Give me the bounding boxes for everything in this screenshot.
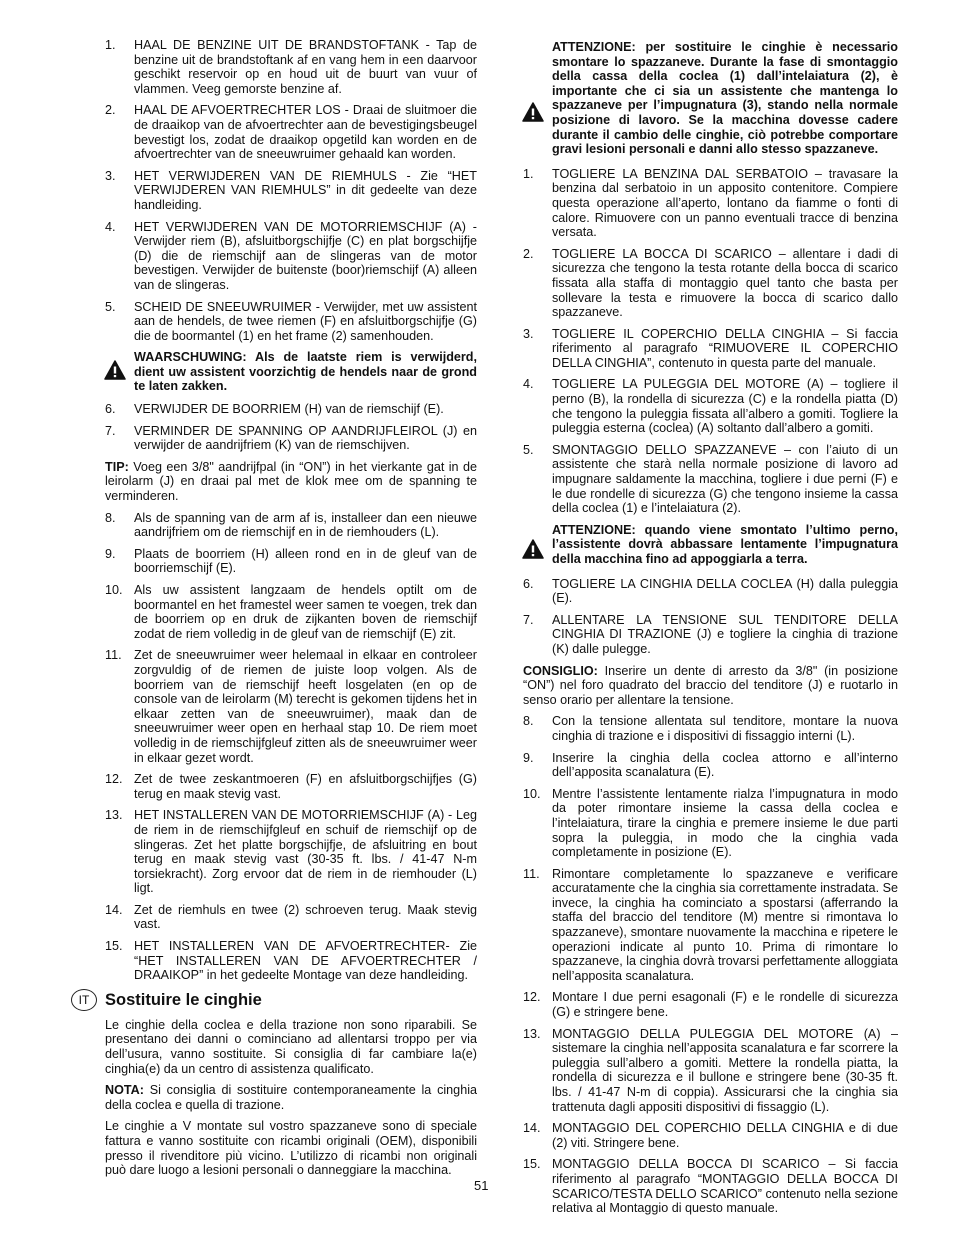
list-item bbox=[523, 867, 898, 984]
step-number: 13. bbox=[105, 808, 123, 823]
warning-text: WAARSCHUWING: Als de laatste riem is verwijderd, dient uw assistent voorzichtig de hendels naar de grond te laten zakken. bbox=[134, 350, 477, 394]
intro-paragraph: Le cinghie della coclea e della trazione non sono riparabili. Se presentano dei danni o cominciano ad allentarsi troppo per via dell’usura, vanno sostituite. Si consiglia di far cambiare la(e) cinghia(e) da un centro di assistenza qualificato. bbox=[105, 1017, 477, 1076]
step-text: HET INSTALLEREN VAN DE MOTORRIEMSCHIJF (A) - Leg de riem in de riemschijfgleuf en schuif de riemschijf op de slingeras. Zet het platte borgschijfje, de afsluitring en bout terug en maak stevig vast (30-35 ft. lbs. / 41-47 N-m torsiekracht). Zorg ervoor dat de riem in de riemhouder (L) ligt. bbox=[134, 808, 477, 896]
nota-text: Si consiglia di sostituire contemporaneamente la cinghia della coclea e quella di trazione. bbox=[105, 1083, 477, 1112]
list-item bbox=[105, 300, 477, 344]
step-number: 6. bbox=[523, 576, 534, 591]
warning-triangle-icon bbox=[522, 102, 544, 122]
step-number: 5. bbox=[523, 442, 534, 457]
step-text: ALLENTARE LA TENSIONE SUL TENDITORE DELLA CINGHIA DI TRAZIONE (J) e togliere la cinghia di trazione (K) dalle pulegge. bbox=[552, 612, 898, 656]
warning-text: ATTENZIONE: quando viene smontato l’ultimo perno, l’assistente dovrà abbassare lentamente l’impugnatura della macchina fino ad appoggiarla a terra. bbox=[552, 522, 898, 566]
list-item bbox=[105, 402, 477, 417]
list-item bbox=[105, 169, 477, 213]
step-number: 8. bbox=[523, 714, 534, 729]
step-number: 1. bbox=[105, 38, 116, 52]
vbelt-paragraph: Le cinghie a V montate sul vostro spazzaneve sono di speciale fattura e vanno sostituite con ricambi originali (OEM), disponibili presso il rivenditore più vicino. L’utilizzo di ricambi non originali può dare luogo a lesioni personali o danneggiare la macchina. bbox=[105, 1119, 477, 1178]
step-number: 12. bbox=[523, 990, 541, 1005]
step-number: 5. bbox=[105, 299, 116, 314]
list-item bbox=[523, 1157, 898, 1215]
list-item bbox=[105, 103, 477, 161]
step-text: Montare I due perni esagonali (F) e le rondelle di sicurezza (G) e stringere bene. bbox=[552, 990, 898, 1020]
it-steps-2 bbox=[523, 577, 898, 657]
nl-steps-3 bbox=[105, 511, 477, 983]
list-item bbox=[523, 714, 898, 743]
it-steps-3 bbox=[523, 714, 898, 1215]
tip-label: TIP: bbox=[105, 459, 129, 474]
step-text: TOGLIERE IL COPERCHIO DELLA CINGHIA – Si faccia riferimento al paragrafo “RIMUOVERE IL COPERCHIO DELLA CINGHIA”, contenuto in questa parte del manuale. bbox=[552, 326, 898, 370]
step-number: 8. bbox=[105, 510, 116, 525]
left-column bbox=[78, 38, 477, 1185]
list-item bbox=[523, 443, 898, 516]
list-item bbox=[105, 511, 477, 540]
warning-triangle-icon bbox=[522, 539, 544, 559]
step-text: SMONTAGGIO DELLO SPAZZANEVE – con l’aiuto di un assistente che starà nella normale posizione di lavoro ad impugnare saldamente la macchina, togliere i due perni (F) e le due rondelle di sicurezza (G) che tengono insieme la cassa della coclea (1) e l’intelaiatura (2). bbox=[552, 442, 898, 516]
list-item bbox=[523, 990, 898, 1019]
step-text: Als de spanning van de arm af is, installeer dan een nieuwe aandrijfriem om de riemschijf en in de riemhouders (L). bbox=[134, 510, 477, 540]
language-badge: IT bbox=[71, 989, 97, 1011]
step-text: TOGLIERE LA CINGHIA DELLA COCLEA (H) dalla puleggia (E). bbox=[552, 576, 898, 606]
step-text: HAAL DE AFVOERTRECHTER LOS - Draai de sluitmoer die de draaikop van de afvoertrechter aan de bevestigingsbeugel bevestigt los, zodat de draaikop opgetild kan worden en de afvoertrechter van de sneeuwruimer gehaald kan worden. bbox=[134, 103, 477, 162]
list-item bbox=[105, 424, 477, 453]
step-text: Plaats de boorriem (H) alleen rond en in de gleuf van de boorriemschijf (E). bbox=[134, 546, 477, 576]
step-text: HET VERWIJDEREN VAN DE MOTORRIEMSCHIJF (A) - Verwijder riem (B), afsluitborgschijfje (C) en plat borgschijfje (D) die de riemschijf aan de slingeras van de motor bevestigen. Verwijder de buitenste (boor)riemschijf (A) alleen van de slingeras. bbox=[134, 219, 477, 292]
step-number: 3. bbox=[105, 168, 116, 183]
step-text: Mentre l’assistente lentamente rialza l’impugnatura in modo da poter rimontare insieme la cassa della coclea e l’intelaiatura, tirare la cinghia e premere insieme le due parti sopra la puleggia, in modo che la cinghia vada completamente in posizione (E). bbox=[552, 786, 898, 860]
page-number: 51 bbox=[474, 1178, 489, 1193]
list-item bbox=[523, 167, 898, 240]
step-number: 11. bbox=[105, 648, 122, 663]
it-steps-1 bbox=[523, 167, 898, 516]
step-number: 10. bbox=[523, 786, 541, 801]
nl-steps-1 bbox=[105, 38, 477, 343]
step-text: MONTAGGIO DELLA BOCCA DI SCARICO – Si faccia riferimento al paragrafo “MONTAGGIO DELLA BOCCA DI SCARICO/TESTA DELLO SCARICO” contenuto nella sezione relativa al Montaggio di questo manuale. bbox=[552, 1157, 898, 1216]
step-number: 7. bbox=[105, 423, 116, 438]
warning-triangle-icon bbox=[104, 360, 126, 380]
list-item bbox=[523, 577, 898, 606]
step-number: 11. bbox=[523, 866, 540, 881]
section-title: Sostituire le cinghie bbox=[105, 990, 262, 1009]
step-number: 14. bbox=[523, 1121, 541, 1136]
list-item bbox=[105, 903, 477, 932]
warning-block bbox=[105, 350, 477, 394]
step-number: 13. bbox=[523, 1026, 541, 1041]
consiglio-paragraph bbox=[523, 664, 898, 708]
step-number: 15. bbox=[105, 939, 123, 954]
warning-block bbox=[523, 40, 898, 157]
step-text: TOGLIERE LA PULEGGIA DEL MOTORE (A) – togliere il perno (B), la rondella di sicurezza (C) e la rondella piatta (D) che tengono la puleggia fissata all’albero a gomiti. Togliere la puleggia esterna (coclea) (A) soltanto dall’albero a gomiti. bbox=[552, 377, 898, 436]
step-number: 15. bbox=[523, 1157, 541, 1172]
list-item bbox=[105, 220, 477, 293]
step-number: 4. bbox=[523, 377, 534, 392]
step-number: 9. bbox=[523, 750, 534, 765]
list-item bbox=[105, 648, 477, 765]
list-item bbox=[523, 377, 898, 435]
step-text: Zet de riemhuls en twee (2) schroeven terug. Maak stevig vast. bbox=[134, 902, 477, 932]
step-number: 10. bbox=[105, 583, 123, 597]
step-text: Als uw assistent langzaam de hendels optilt om de boormantel en het framestel weer samen te voegen, trek dan de boorriem op en druk de zijkanten boven de riemschijf zodat de riem volledig in de gleuf van de riemschijf (E) zit. bbox=[134, 583, 477, 641]
step-text: HET INSTALLEREN VAN DE AFVOERTRECHTER- Zie “HET INSTALLEREN VAN DE AFVOERTRECHTER / DRAAIKOP” in het gedeelte Montage van deze handleiding. bbox=[134, 939, 477, 983]
consiglio-text: Inserire un dente di arresto da 3/8" (in posizione “ON”) nel foro quadrato del braccio del tenditore (J) e ruotarlo in senso orario per allentare la tensione. bbox=[523, 663, 898, 707]
step-number: 6. bbox=[105, 402, 116, 417]
tip-text: Voeg een 3/8" aandrijfpal (in “ON”) in het vierkante gat in de leirolarm (J) en draai pal met de klok mee om de spanning te verminderen. bbox=[105, 459, 477, 504]
step-text: TOGLIERE LA BENZINA DAL SERBATOIO – travasare la benzina dal serbatoio in un apposito contenitore. Compiere questa operazione all’aperto, lontano da fiamme o fonti di calore. Rimuovere con un panno eventuali tracce di benzina versata. bbox=[552, 166, 898, 240]
step-text: VERWIJDER DE BOORRIEM (H) van de riemschijf (E). bbox=[134, 402, 444, 417]
step-text: SCHEID DE SNEEUWRUIMER - Verwijder, met uw assistent aan de hendels, de twee riemen (F) en afsluitborgschijfje (G) die de boormantel (1) en het frame (2) samenhouden. bbox=[134, 299, 477, 343]
nota-label: NOTA: bbox=[105, 1083, 144, 1098]
step-text: Zet de sneeuwruimer weer helemaal in elkaar en controleer zorgvuldig of de riemen de juiste loop volgen. Als de boorriem van de riemschijf heeft losgelaten (en op de console van de leirolarm (M) terecht is gekomen tijdens het in elkaar zetten van de sneeuwruimer), maak dan de sneeuwruimer weer open en herhaal stap 10. De riem moet volledig in de riemschijfgleuf zitten als de sneeuwruimer weer in elkaar gezet wordt. bbox=[134, 648, 477, 765]
list-item bbox=[523, 613, 898, 657]
step-number: 1. bbox=[523, 166, 534, 181]
section-header bbox=[78, 990, 477, 1010]
step-number: 3. bbox=[523, 326, 534, 341]
step-text: Inserire la cinghia della coclea attorno e all’interno dell’apposita scanalatura (E). bbox=[552, 750, 898, 780]
list-item bbox=[523, 1121, 898, 1150]
step-text: MONTAGGIO DELLA PULEGGIA DEL MOTORE (A) – sistemare la cinghia nell’apposita scanalatura e far scorrere la puleggia sull’albero a gomiti. Mettere la rondella piatta, la rondella di sicurezza e il bullone e stringere bene (30-35 ft. lbs. / 41-47 N-m di coppia). Assicurarsi che la cinghia sia trattenuta dagli appositi dispositivi di fissaggio (L). bbox=[552, 1026, 898, 1114]
step-text: Con la tensione allentata sul tenditore, montare la nuova cinghia di trazione e i dispositivi di fissaggio interni (L). bbox=[552, 714, 898, 743]
list-item bbox=[523, 247, 898, 320]
step-text: HAAL DE BENZINE UIT DE BRANDSTOFTANK - Tap de benzine uit de brandstoftank af en vang hem in een daarvoor geschikt reservoir op en houd uit de buurt van vuur of vlammen. Veeg gemorste benzine af. bbox=[134, 38, 477, 96]
right-column bbox=[523, 40, 898, 1223]
list-item bbox=[105, 939, 477, 983]
list-item bbox=[523, 327, 898, 371]
step-text: Zet de twee zeskantmoeren (F) en afsluitborgschijfjes (G) terug en maak stevig vast. bbox=[134, 772, 477, 801]
list-item bbox=[105, 583, 477, 641]
step-number: 14. bbox=[105, 902, 123, 917]
list-item bbox=[105, 38, 477, 96]
step-number: 4. bbox=[105, 219, 116, 234]
step-number: 12. bbox=[105, 772, 123, 787]
step-number: 2. bbox=[105, 103, 116, 118]
step-text: MONTAGGIO DEL COPERCHIO DELLA CINGHIA e di due (2) viti. Stringere bene. bbox=[552, 1121, 898, 1150]
consiglio-label: CONSIGLIO: bbox=[523, 663, 598, 678]
list-item bbox=[523, 787, 898, 860]
step-number: 2. bbox=[523, 246, 534, 261]
list-item bbox=[105, 808, 477, 896]
step-text: Rimontare completamente lo spazzaneve e verificare accuratamente che la cinghia sia correttamente instradata. Se invece, la cinghia ha cominciato a spostarsi (afferrando la staffa del braccio del tenditore (M) mentre si rimontava lo spazzaneve), smontare nuovamente la macchina e ripetere le operazioni indicate al punto 10. Prima di rimontare lo spazzaneve, la cinghia dovrà trovarsi perfettamente alloggiata nell’apposita scanalatura. bbox=[552, 866, 898, 983]
nota-paragraph bbox=[105, 1083, 477, 1112]
warning-text: ATTENZIONE: per sostituire le cinghie è necessario smontare lo spazzaneve. Durante la fase di smontaggio della cassa della coclea (1) dall’intelaiatura (2), è importante che ci sia un assistente che mantenga lo spazzaneve per l’impugnatura (3), stando nella normale posizione di lavoro. Se la macchina dovesse cadere durante il cambio delle cinghie, ciò potrebbe comportare gravi lesioni personali e danni allo stesso spazzaneve. bbox=[552, 40, 898, 157]
list-item bbox=[523, 1027, 898, 1115]
tip-paragraph bbox=[105, 460, 477, 504]
list-item bbox=[105, 547, 477, 576]
step-text: TOGLIERE LA BOCCA DI SCARICO – allentare i dadi di sicurezza che tengono la testa rotante della bocca di scarico fissata alla staffa di montaggio quel tanto che basta per sollevare la testa e rimuovere la bocca di scarico dallo spazzaneve. bbox=[552, 246, 898, 320]
nl-steps-2 bbox=[105, 402, 477, 453]
step-text: HET VERWIJDEREN VAN DE RIEMHULS - Zie “HET VERWIJDEREN VAN RIEMHULS” in dit gedeelte van deze handleiding. bbox=[134, 168, 477, 212]
list-item bbox=[523, 751, 898, 780]
step-number: 9. bbox=[105, 546, 116, 561]
warning-block bbox=[523, 523, 898, 567]
list-item bbox=[105, 772, 477, 801]
step-number: 7. bbox=[523, 612, 534, 627]
step-text: VERMINDER DE SPANNING OP AANDRIJFLEIROL (J) en verwijder de aandrijfriem (K) van de riemschijven. bbox=[134, 423, 477, 453]
